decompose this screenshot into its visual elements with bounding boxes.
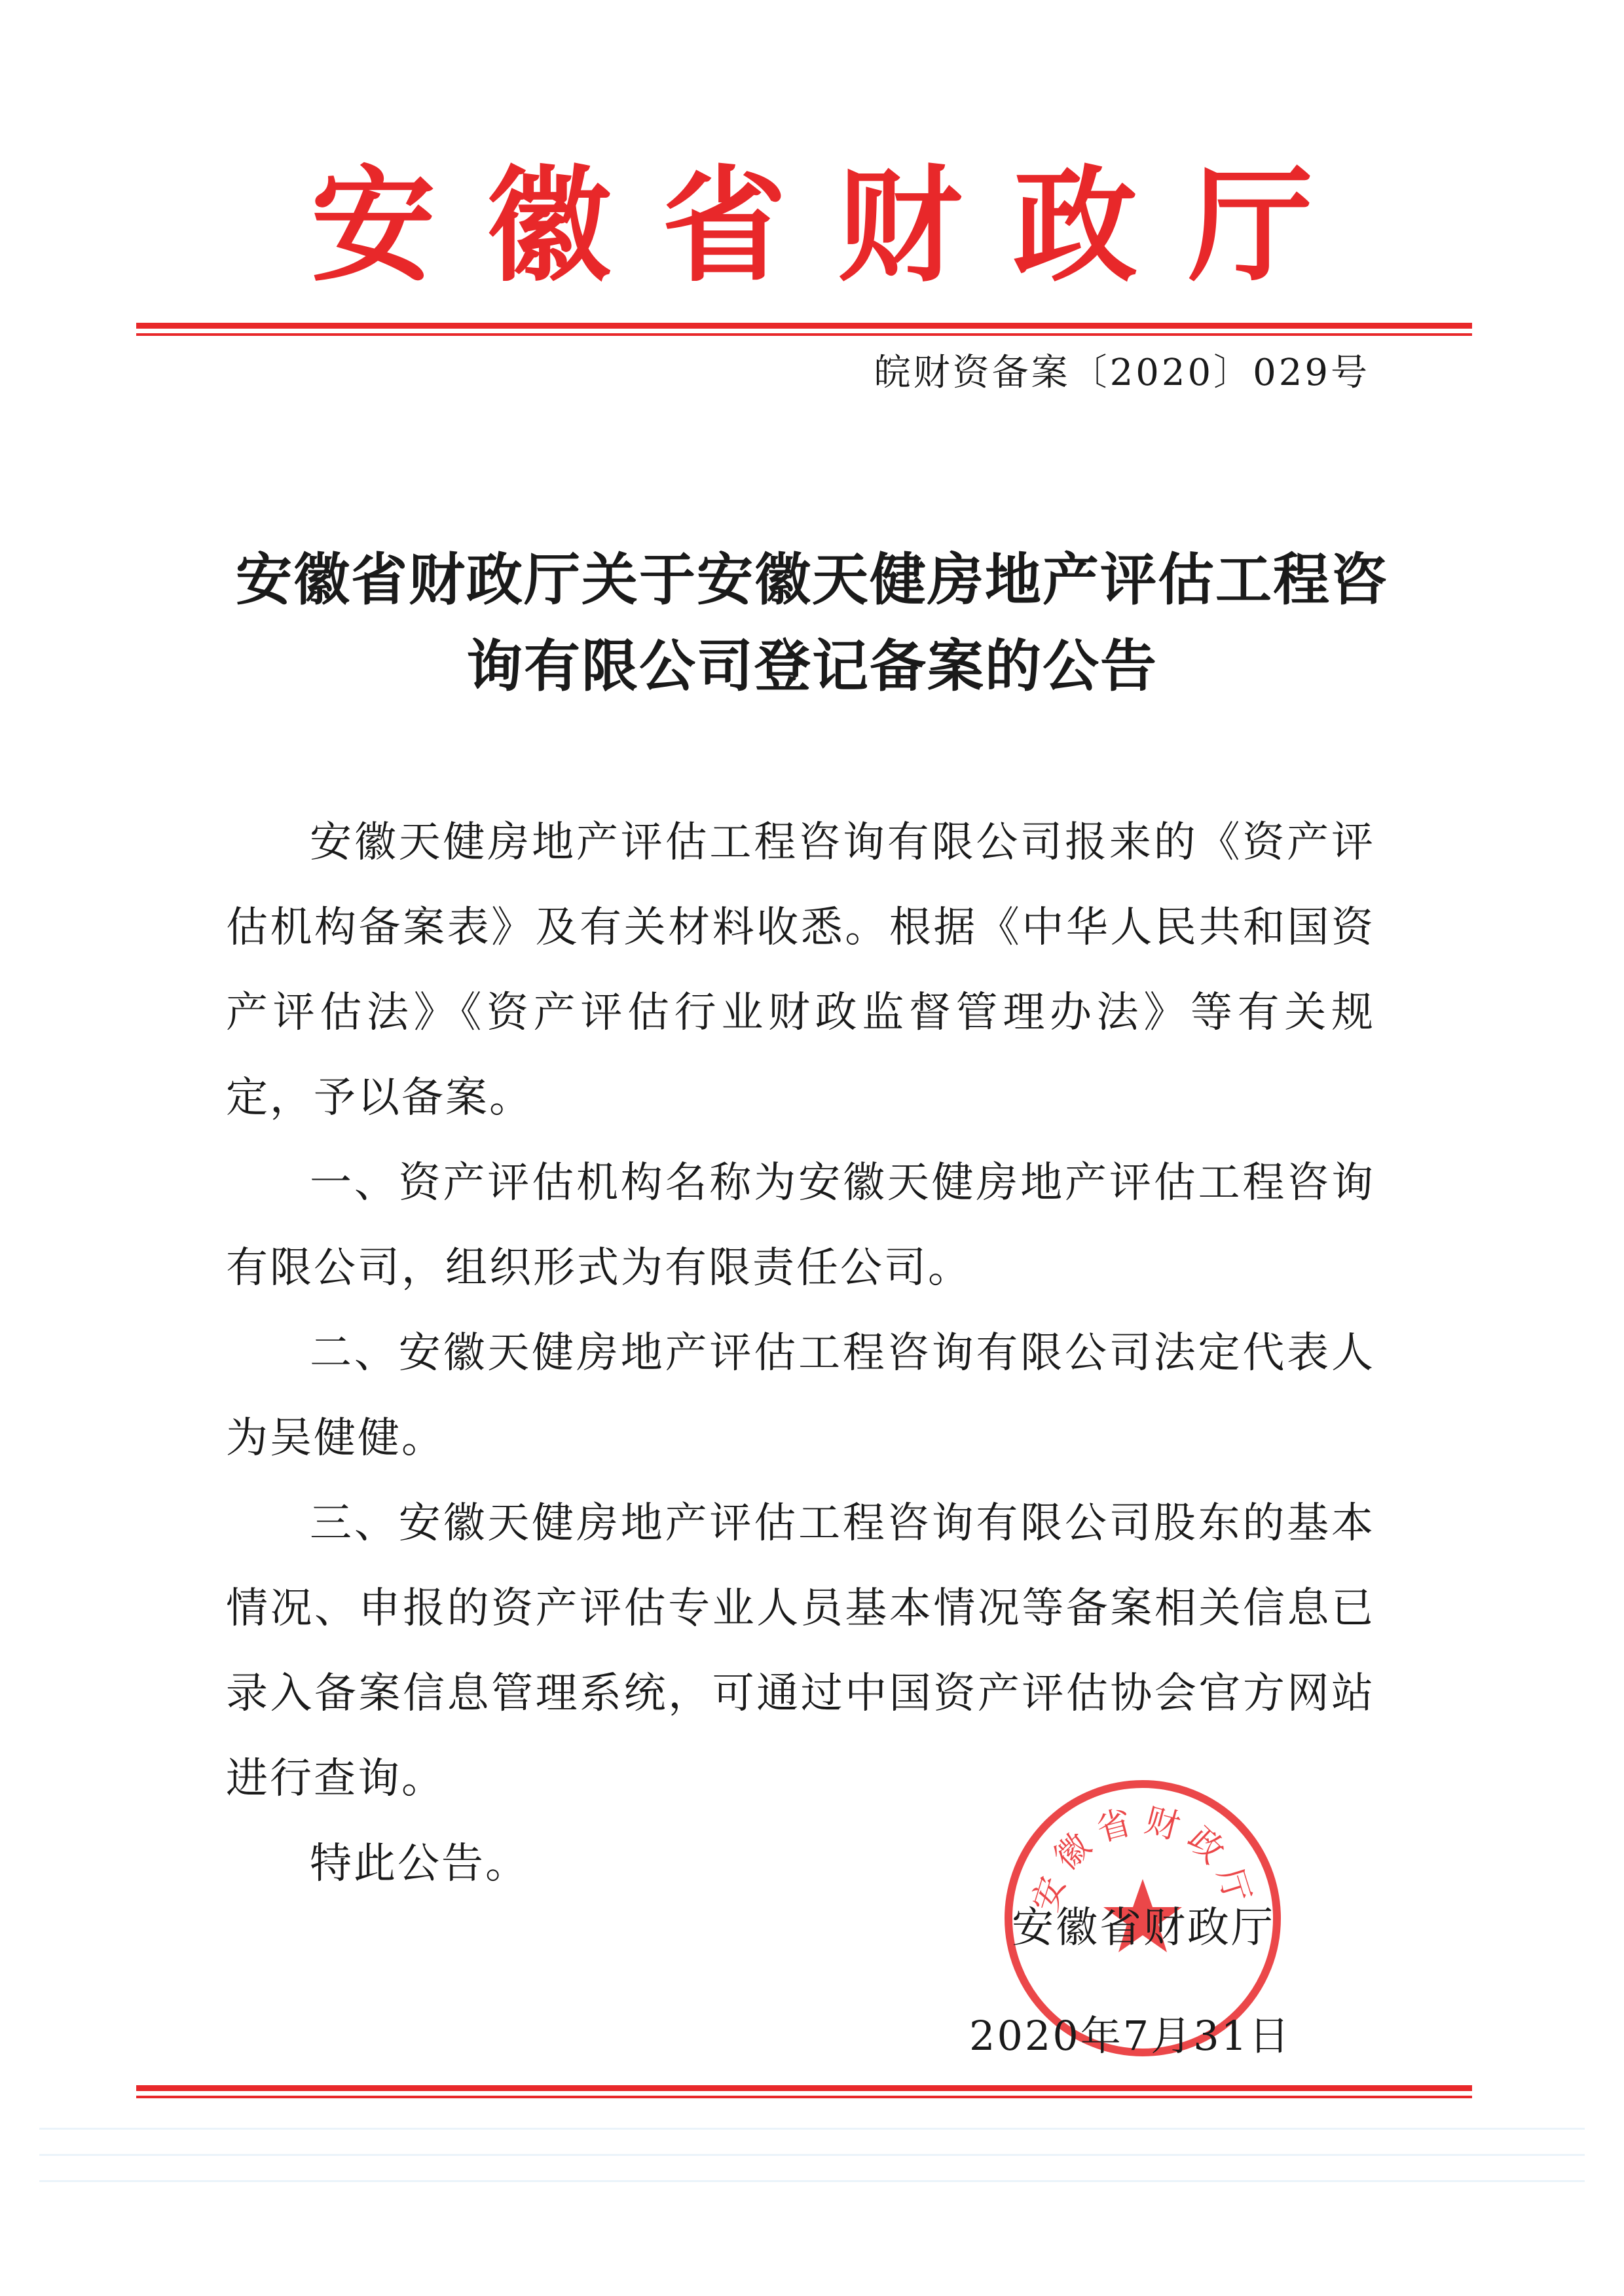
body-paragraph: 三、安徽天健房地产评估工程咨询有限公司股东的基本情况、申报的资产评估专业人员基本情况等备案相关信息已录入备案信息管理系统，可通过中国资产评估协会官方网站进行查询。 <box>226 1499 1375 1803</box>
document-body <box>226 800 1375 1906</box>
document-number: 皖财资备案〔2020〕029号 <box>874 352 1370 394</box>
body-paragraph: 特此公告。 <box>310 1840 529 1888</box>
header-divider-thick <box>136 323 1472 329</box>
masthead-title: 安徽省财政厅 <box>310 153 1364 299</box>
scan-artifact <box>39 2180 1585 2182</box>
issue-date: 2020年7月31日 <box>969 2012 1292 2060</box>
body-paragraph: 安徽天健房地产评估工程咨询有限公司报来的《资产评估机构备案表》及有关材料收悉。根据《中华人民共和国资产评估法》《资产评估行业财政监督管理办法》等有关规定，予以备案。 <box>226 818 1375 1122</box>
footer-divider-thick <box>136 2085 1472 2091</box>
header-divider-thin <box>136 333 1472 336</box>
footer-divider-thin <box>136 2096 1472 2098</box>
body-paragraph: 二、安徽天健房地产评估工程咨询有限公司法定代表人为吴健健。 <box>226 1329 1375 1463</box>
issuer-signature: 安徽省财政厅 <box>1012 1904 1275 1952</box>
scan-artifact <box>39 2128 1585 2130</box>
document-title: 安徽省财政厅关于安徽天健房地产评估工程咨询有限公司登记备案的公告 <box>236 547 1388 699</box>
scan-artifact <box>39 2154 1585 2156</box>
seal-lettering: 安徽省财政厅 <box>1025 1800 1260 1916</box>
body-paragraph: 一、资产评估机构名称为安徽天健房地产评估工程咨询有限公司，组织形式为有限责任公司。 <box>226 1159 1375 1292</box>
